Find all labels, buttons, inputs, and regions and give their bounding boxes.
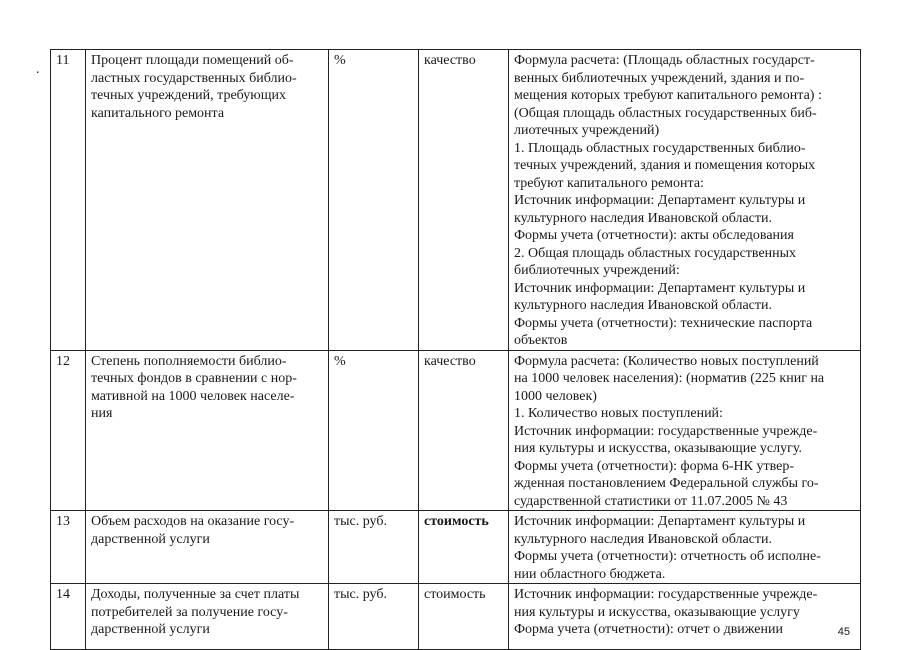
method-line: течных учреждений, здания и помещения которых — [514, 158, 816, 173]
table-row — [51, 511, 861, 584]
method-line: венных библиотечных учреждений, здания и по- — [514, 70, 805, 86]
method-line: мещения которых требуют капитального ремонта) : — [514, 88, 822, 103]
row-number: 12 — [51, 350, 86, 511]
indicator-name-line: ния — [91, 406, 113, 421]
method-line: 1000 человек) — [514, 388, 597, 404]
unit-cell: тыс. руб. — [329, 584, 419, 650]
method-line: лиотечных учреждений) — [514, 123, 660, 138]
row-number: 13 — [51, 511, 86, 584]
table-row — [51, 350, 861, 511]
indicator-name-line: Степень пополняемости библио- — [91, 353, 287, 369]
method-line: 2. Общая площадь областных государственных — [514, 245, 797, 261]
method-line: Источник информации: Департамент культуры и — [514, 193, 806, 208]
method-line: библиотечных учреждений: — [514, 263, 680, 278]
method-line: Источник информации: государственные учрежде- — [514, 587, 818, 602]
unit-cell: % — [329, 350, 419, 511]
method-line: Формы учета (отчетности): акты обследования — [514, 228, 794, 243]
type-cell: качество — [419, 350, 509, 511]
indicator-name — [86, 50, 329, 351]
row-number: 11 — [51, 50, 86, 351]
method-line: Источник информации: Департамент культуры и — [514, 280, 806, 296]
method-line: Формула расчета: (Количество новых поступлений — [514, 353, 819, 369]
row-number: 14 — [51, 584, 86, 650]
method-line: (Общая площадь областных государственных биб- — [514, 105, 817, 121]
indicator-name-line: капитального ремонта — [91, 105, 225, 121]
method-line: Формы учета (отчетности): отчетность об исполне- — [514, 549, 821, 564]
method-line: Формула расчета: (Площадь областных государст- — [514, 53, 815, 68]
method-line: требуют капитального ремонта: — [514, 175, 704, 191]
method-line: жденная постановлением Федеральной службы го- — [514, 476, 819, 491]
method-cell — [509, 511, 861, 584]
margin-mark: . — [36, 62, 40, 77]
indicator-name-line: дарственной услуги — [91, 531, 210, 547]
method-cell — [509, 50, 861, 351]
method-line: ния культуры и искусства, оказывающие услугу. — [514, 441, 802, 456]
method-cell — [509, 350, 861, 511]
indicator-name-line: течных учреждений, требующих — [91, 88, 286, 103]
method-line: 1. Площадь областных государственных библио- — [514, 140, 806, 156]
method-line: Формы учета (отчетности): форма 6-НК утвер- — [514, 458, 795, 474]
indicator-name-line: Процент площади помещений об- — [91, 53, 294, 68]
indicator-name-line: мативной на 1000 человек населе- — [91, 388, 295, 404]
type-cell: стоимость — [419, 511, 509, 584]
indicator-name-line: Доходы, полученные за счет платы — [91, 587, 300, 602]
unit-cell: тыс. руб. — [329, 511, 419, 584]
method-line: 1. Количество новых поступлений: — [514, 406, 723, 421]
indicator-name-line: ластных государственных библио- — [91, 70, 297, 86]
method-line: культурного наследия Ивановской области. — [514, 210, 773, 226]
method-line: на 1000 человек населения): (норматив (225 книг на — [514, 371, 825, 386]
indicator-name-line: дарственной услуги — [91, 622, 210, 637]
unit-cell: % — [329, 50, 419, 351]
method-line: Источник информации: Департамент культуры и — [514, 514, 806, 529]
method-line: нии областного бюджета. — [514, 566, 666, 582]
method-line: ния культуры и искусства, оказывающие услугу — [514, 604, 800, 620]
page-number: 45 — [837, 626, 850, 638]
table-row — [51, 50, 861, 351]
method-line: сударственной статистики от 11.07.2005 № 43 — [514, 493, 788, 509]
type-cell: качество — [419, 50, 509, 351]
method-line: Форма учета (отчетности): отчет о движении — [514, 622, 783, 637]
indicator-name-line: Объем расходов на оказание госу- — [91, 514, 295, 529]
method-line: культурного наследия Ивановской области. — [514, 531, 773, 547]
indicators-table — [50, 49, 861, 650]
indicator-name — [86, 511, 329, 584]
method-line: объектов — [514, 333, 568, 348]
type-cell: стоимость — [419, 584, 509, 650]
indicator-name-line: потребителей за получение госу- — [91, 604, 288, 620]
method-line: Источник информации: государственные учрежде- — [514, 423, 818, 439]
method-line: Формы учета (отчетности): технические паспорта — [514, 315, 813, 331]
indicator-name — [86, 350, 329, 511]
indicator-name-line: течных фондов в сравнении с нор- — [91, 371, 297, 386]
method-line: культурного наследия Ивановской области. — [514, 298, 773, 313]
